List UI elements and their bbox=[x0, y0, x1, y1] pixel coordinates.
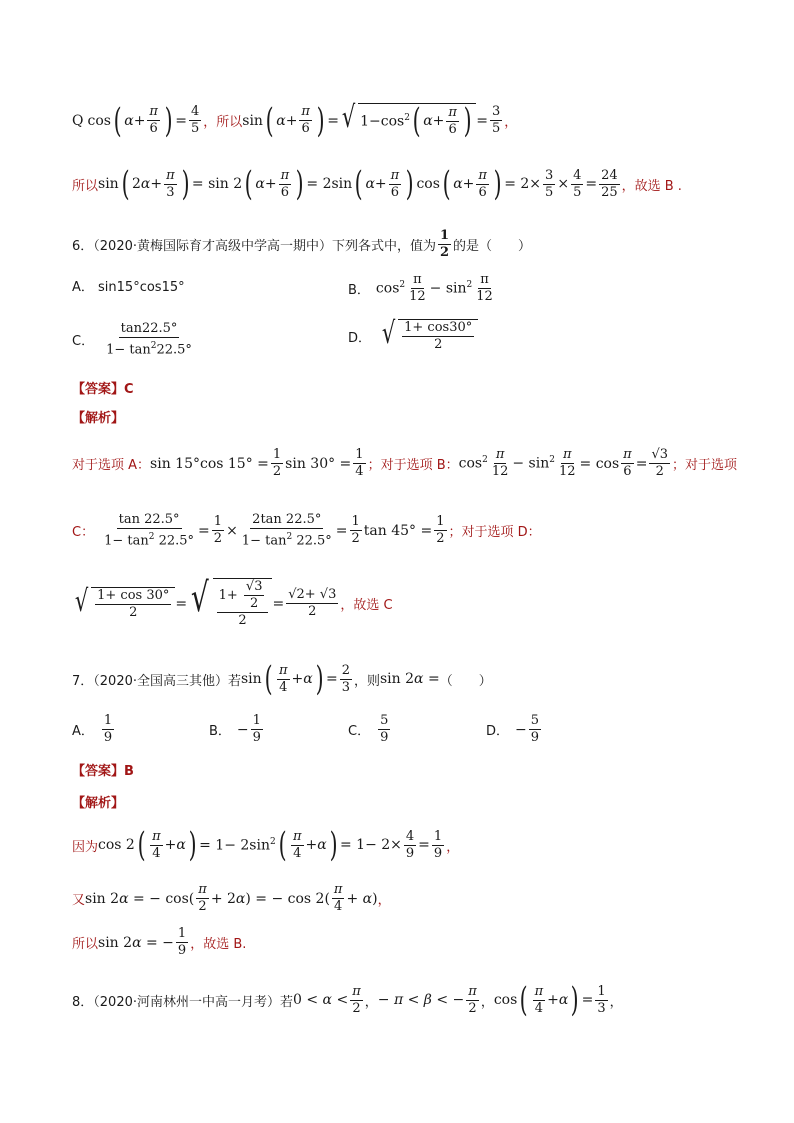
question-6-option-d: D． √ $\frac{1+ \cos 30^\circ}{2}$ bbox=[348, 319, 478, 353]
question-7-analysis-line-2: 又 sin 2α = − cos( $\frac{\pi}{2}$ + 2α) = − cos 2( $\frac{\pi}{4}$ + α) ， bbox=[72, 882, 391, 914]
question-7-answer: 【答案】B bbox=[72, 764, 134, 779]
question-7-analysis-heading: 【解析】 bbox=[72, 796, 125, 811]
question-7-option-a: A． $\frac{1}{9}$ bbox=[72, 713, 113, 745]
q-symbol: Q bbox=[72, 112, 84, 129]
question-6-analysis-heading: 【解析】 bbox=[72, 411, 125, 426]
solution-line-1: Q cos ( α + $\frac{\pi}{6}$ ) = $\frac{4}{5}$ ，所以 sin ( α + $\frac{\pi}{6}$ ) = √ $1-\cos^2$ ( α + $\frac{\pi}{6}$ ) = $\frac{3}{5}$ ， bbox=[72, 100, 518, 141]
question-7-analysis-line-3: 所以 sin 2α = − $\frac{1}{9}$ ，故选 B. bbox=[72, 926, 247, 958]
question-7-analysis-line-1: 因为 cos 2 ( $\frac{\pi}{4}$ + α ) = $1- 2\sin^2$ ( $\frac{\pi}{4}$ + α ) = 1− 2× $\frac{4}{9}$ = $\frac{1}{9}$ ， bbox=[72, 825, 460, 865]
solution-line-2: 所以 sin ( 2 α + $\frac{\pi}{3}$ ) = sin 2 ( α + $\frac{\pi}{6}$ ) = 2sin ( α + $\frac{\pi}{6}$ ) cos ( α + $\frac{\pi}{6}$ ) = 2× $\frac{3}{5}$ × $\frac{4}{5}$ = $\frac{24}{25}$ ，故选 B . bbox=[72, 164, 682, 204]
connector-text: ，所以 bbox=[203, 115, 243, 130]
question-7-option-b: B． − $\frac{1}{9}$ bbox=[209, 713, 261, 745]
question-6-option-a: A． sin15°cos15° bbox=[72, 280, 185, 295]
question-6-analysis-line-1: 对于选项 A： sin 15°cos 15° = $\frac{1}{2}$ sin 30° = $\frac{1}{4}$ ；对于选项 B： $\cos^2$ $\frac{\pi}{12}$ − $\sin^2$ $\frac{\pi}{12}$ = cos $\frac{\pi}{6}$ = $\frac{√3}{2}$ ；对于选项 bbox=[72, 447, 738, 479]
question-6-analysis-line-3: √ $\frac{1+ \cos 30^\circ}{2}$ = √ 1+ $\frac{√3}{2}$ 2 = $\frac{√2+ √3}{2}$ ，故选 C bbox=[74, 575, 393, 628]
question-8-stem: 8．（2020·河南林州一中高一月考）若 0 < α < $\frac{\pi}{2}$ ， − π < β < − $\frac{\pi}{2}$ ， cos ( $\frac{\pi}{4}$ + α ) = $\frac{1}{3}$ ， bbox=[72, 980, 623, 1020]
question-6-option-b: B． $\cos^2$ $\frac{\pi}{12}$ − $\sin^2$ $\frac{\pi}{12}$ bbox=[348, 272, 493, 304]
question-7-stem: 7．（2020·全国高三其他）若 sin ( $\frac{\pi}{4}$ + α ) = $\frac{2}{3}$ ，则 sin 2α = （ ） bbox=[72, 659, 492, 699]
question-7-option-c: C． $\frac{5}{9}$ bbox=[348, 713, 389, 745]
question-6-stem: 6．（2020·黄梅国际育才高级中学高一期中）下列各式中，值为 $\frac{1}{2}$ 的是（ ） bbox=[72, 228, 532, 260]
question-6-option-c: C． $\frac{\tan 22.5^\circ}{1- \tan^222.5^\circ}$ bbox=[72, 321, 192, 358]
question-7-option-d: D． − $\frac{5}{9}$ bbox=[486, 713, 540, 745]
question-6-analysis-line-2: C： $\frac{\tan 22.5^\circ}{1- \tan^2 22.5^\circ}$ = $\frac{1}{2}$ × $\frac{2\tan 22.5^\circ}{1- \tan^2 22.5^\circ}$ = $\frac{1}{2}$ tan 45° = $\frac{1}{2}$ ；对于选项 D： bbox=[72, 512, 541, 549]
question-6-answer: 【答案】C bbox=[72, 382, 134, 397]
